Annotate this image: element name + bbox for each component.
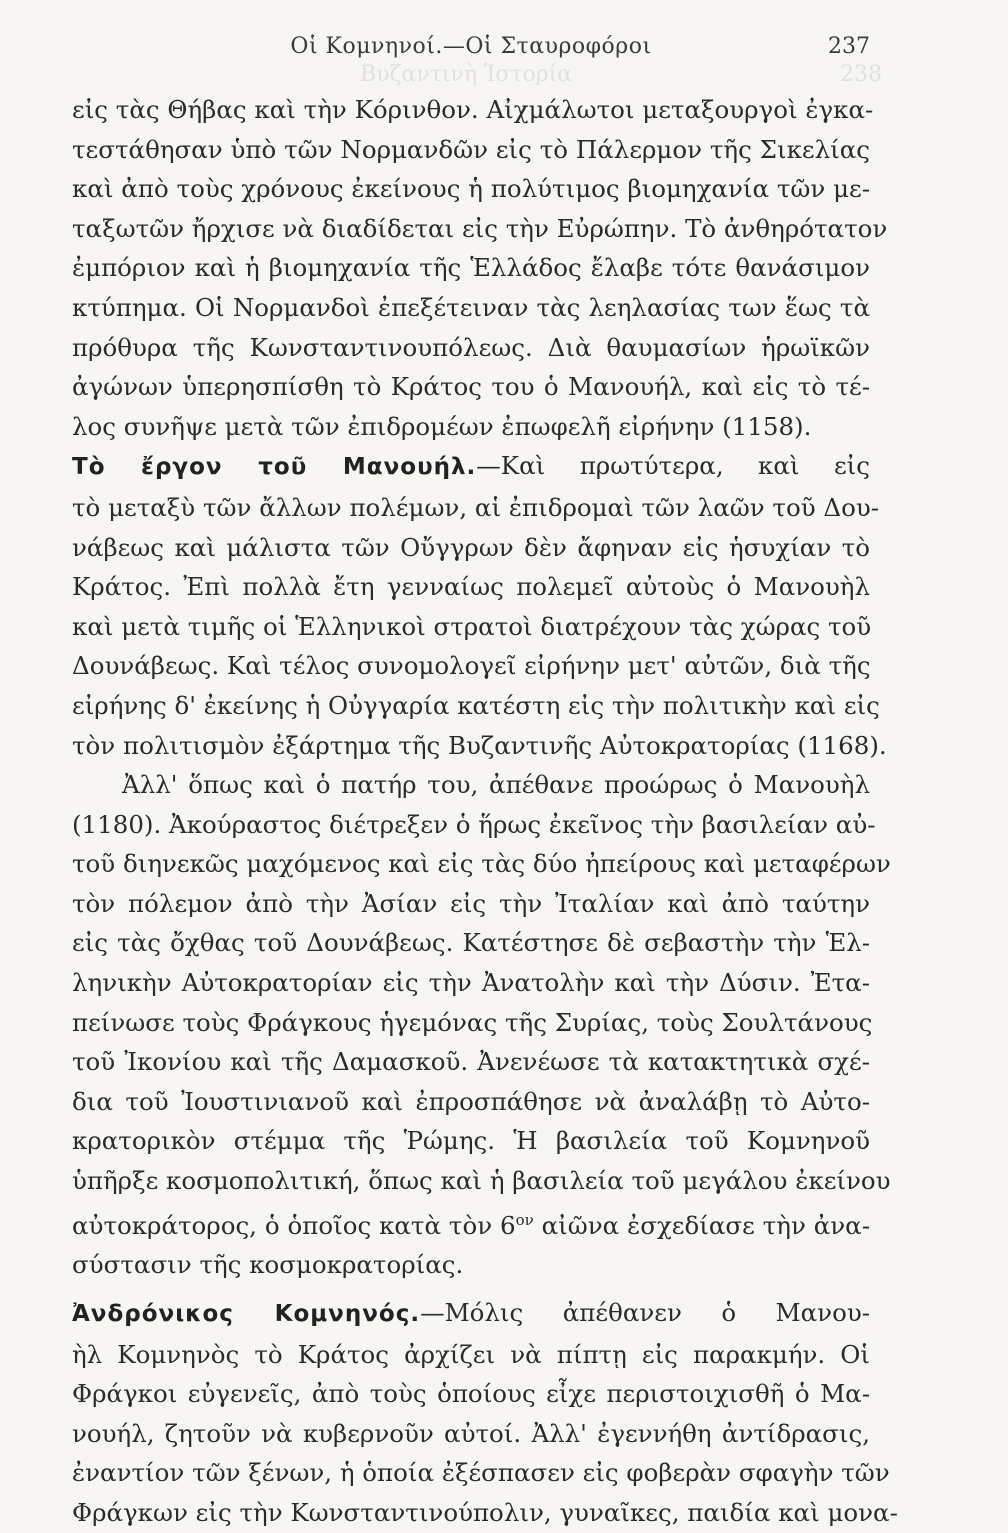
- text-line: λος συνῆψε μετὰ τῶν ἐπιδρομέων ἐπωφελῆ εἰρήνην (1158).: [72, 411, 812, 441]
- text-line: (1180). Ἀκούραστος διέτρεξεν ὁ ἥρως ἐκεῖνος τὴν βασιλείαν αὐ-: [72, 809, 876, 839]
- running-head: [72, 34, 870, 74]
- text-line: καὶ ἀπὸ τοὺς χρόνους ἐκείνους ἡ πολύτιμος βιομηχανία τῶν με-: [72, 174, 870, 204]
- body-text: [72, 90, 898, 1533]
- text-fragment: αἰῶνα ἐσχεδίασε τὴν ἀνα-: [533, 1210, 870, 1240]
- text-line: ἐμπόριον καὶ ἡ βιομηχανία τῆς Ἑλλάδος ἔλαβε τότε θανάσιμον: [72, 253, 870, 283]
- text-line: Φράγκοι εὐγενεῖς, ἀπὸ τοὺς ὁποίους εἶχε περιστοιχισθῆ ὁ Μα-: [72, 1379, 870, 1409]
- paragraph: [72, 90, 888, 446]
- text-line: εἰρήνης δ' ἐκείνης ἡ Οὐγγαρία κατέστη εἰς τὴν πολιτικὴν καὶ εἰς: [72, 690, 880, 720]
- section-manuel-work: [72, 446, 887, 765]
- text-line: τὸν πόλεμον ἀπὸ τὴν Ἀσίαν εἰς τὴν Ἰταλίαν καὶ ἀπὸ ταύτην: [72, 888, 870, 918]
- text-line: ταξωτῶν ἤρχισε νὰ διαδίδεται εἰς τὴν Εὐρώπην. Τὸ ἀνθηρότατον: [72, 213, 888, 243]
- text-line: [72, 446, 870, 488]
- text-line: τὸ μεταξὺ τῶν ἄλλων πολέμων, αἱ ἐπιδρομαὶ τῶν λαῶν τοῦ Δου-: [72, 492, 880, 522]
- bleed-through-marks: Βυζαντινὴ Ἱστορία: [360, 62, 573, 87]
- text-line: εἰς τὰς ὄχθας τοῦ Δουνάβεως. Κατέστησε δὲ σεβαστὴν τὴν Ἑλ-: [72, 928, 870, 958]
- text-line: [72, 1201, 870, 1246]
- section-heading: Τὸ ἔργον τοῦ Μανουήλ.: [72, 454, 477, 481]
- text-line: Ἀλλ' ὅπως καὶ ὁ πατήρ του, ἀπέθανε προώρως ὁ Μανουὴλ: [122, 770, 870, 800]
- text-line: τεστάθησαν ὑπὸ τῶν Νορμανδῶν εἰς τὸ Πάλερμον τῆς Σικελίας: [72, 134, 870, 164]
- text-line: τοῦ Ἰκονίου καὶ τῆς Δαμασκοῦ. Ἀνενέωσε τὰ κατακτητικὰ σχέ-: [72, 1047, 870, 1077]
- running-title: Οἱ Κομνηνοί.—Οἱ Σταυροφόροι: [290, 34, 652, 59]
- page-number: 237: [828, 34, 870, 59]
- text-line: ὑπῆρξε κοσμοπολιτική, ὅπως καὶ ἡ βασιλεία τοῦ μεγάλου ἐκείνου: [72, 1166, 891, 1196]
- text-line: εἰς τὰς Θήβας καὶ τὴν Κόρινθον. Αἰχμάλωτοι μεταξουργοὶ ἐγκα-: [72, 95, 874, 124]
- paragraph: [72, 765, 891, 1285]
- text-line: τοῦ διηνεκῶς μαχόμενος καὶ εἰς τὰς δύο ἠπείρους καὶ μεταφέρων: [72, 849, 891, 879]
- book-page: [72, 34, 898, 1527]
- text-line: νουήλ, ζητοῦν νὰ κυβερνοῦν αὐτοί. Ἀλλ' ἐγεννήθη ἀντίδρασις,: [72, 1418, 870, 1448]
- text-line: κρατορικὸν στέμμα τῆς Ῥώμης. Ἡ βασιλεία τοῦ Κομνηνοῦ: [72, 1126, 870, 1156]
- text-line: κτύπημα. Οἱ Νορμανδοὶ ἐπεξέτειναν τὰς λεηλασίας των ἕως τὰ: [72, 292, 870, 322]
- text-line: ἀγώνων ὑπερησπίσθη τὸ Κράτος του ὁ Μανουήλ, καὶ εἰς τὸ τέ-: [72, 372, 870, 402]
- text-line: πρόθυρα τῆς Κωνσταντινουπόλεως. Διὰ θαυμασίων ἡρωϊκῶν: [72, 332, 870, 362]
- section-andronikos: [72, 1293, 898, 1533]
- text-line: ληνικὴν Αὐτοκρατορίαν εἰς τὴν Ἀνατολὴν καὶ τὴν Δύσιν. Ἐτα-: [72, 968, 870, 998]
- text-line: [72, 1293, 870, 1335]
- text-line: ὴλ Κομνηνὸς τὸ Κράτος ἀρχίζει νὰ πίπτῃ εἰς παρακμήν. Οἱ: [72, 1339, 870, 1369]
- text-fragment: αὐτοκράτορος, ὁ ὁποῖος κατὰ τὸν 6: [72, 1210, 516, 1240]
- text-line: Δουνάβεως. Καὶ τέλος συνομολογεῖ εἰρήνην μετ' αὐτῶν, διὰ τῆς: [72, 651, 871, 681]
- text-line: ἐναντίον τῶν ξένων, ἡ ὁποία ἐξέσπασεν εἰς φοβερὰν σφαγὴν τῶν: [72, 1458, 890, 1488]
- section-heading: Ἀνδρόνικος Κομνηνός.: [72, 1300, 421, 1327]
- text-line: τὸν πολιτισμὸν ἐξάρτημα τῆς Βυζαντινῆς Αὐτοκρατορίας (1168).: [72, 730, 887, 760]
- text-line: σύστασιν τῆς κοσμοκρατορίας.: [72, 1250, 464, 1280]
- text-line: Κράτος. Ἐπὶ πολλὰ ἔτη γενναίως πολεμεῖ αὐτοὺς ὁ Μανουὴλ: [72, 572, 870, 602]
- bleed-through-marks: 238: [840, 62, 882, 87]
- text-line: δια τοῦ Ἰουστινιανοῦ καὶ ἐπροσπάθησε νὰ ἀναλάβῃ τὸ Αὐτο-: [72, 1086, 870, 1116]
- text-line: καὶ μετὰ τιμῆς οἱ Ἑλληνικοὶ στρατοὶ διατρέχουν τὰς χώρας τοῦ: [72, 611, 872, 641]
- section-lead-text: —Καὶ πρωτύτερα, καὶ εἰς: [476, 451, 870, 481]
- text-line: νάβεως καὶ μάλιστα τῶν Οὔγγρων δὲν ἄφηναν εἰς ἡσυχίαν τὸ: [72, 532, 870, 562]
- text-line: Φράγκων εἰς τὴν Κωνσταντινούπολιν, γυναῖκες, παιδία καὶ μονα-: [72, 1497, 898, 1527]
- text-line: πείνωσε τοὺς Φράγκους ἡγεμόνας τῆς Συρίας, τοὺς Σουλτάνους: [72, 1007, 873, 1037]
- section-lead-text: —Μόλις ἀπέθανεν ὁ Μανου-: [420, 1297, 870, 1327]
- ordinal-superscript: ον: [515, 1210, 534, 1229]
